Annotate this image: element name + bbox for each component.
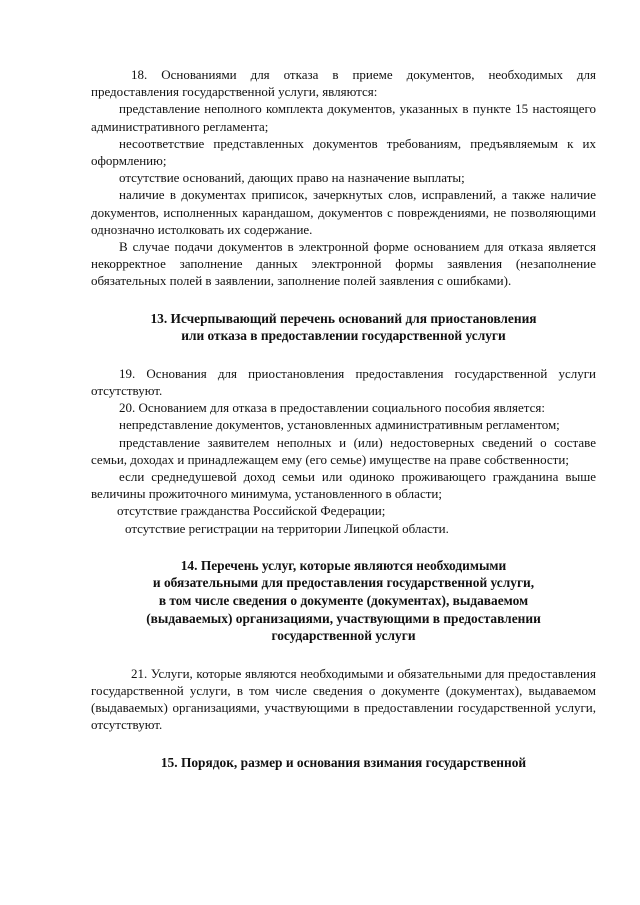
section-14-title-line: в том числе сведения о документе (документах), выдаваемом [158,593,529,609]
list-item: отсутствие регистрации на территории Липецкой области. [125,520,449,536]
list-item: если среднедушевой доход семьи или одиноко проживающего гражданина выше величины прожиточного минимума, установленного в области; [91,469,596,502]
section-15-title-line: 15. Порядок, размер и основания взимания государственной [160,754,527,770]
section-14-title-line: (выдаваемых) организациями, участвующими в предоставлении [146,610,541,626]
list-item: отсутствие оснований, дающих право на назначение выплаты; [119,170,465,186]
section-14-title [91,557,596,645]
section-14-title-line: государственной услуги [271,628,416,644]
list-item: наличие в документах приписок, зачеркнутых слов, исправлений, а также наличие документов, исполненных карандашом, документов с повреждениями, не позволяющими однозначно истолковать их содержание. [91,187,596,237]
list-item: несоответствие представленных документов требованиям, предъявляемым к их оформлению; [91,135,596,169]
list-item: представление неполного комплекта документов, указанных в пункте 15 настоящего административного регламента; [91,101,596,134]
section-13-title [91,310,596,345]
list-item: непредставление документов, установленных административным регламентом; [119,417,560,433]
section-14-title-line: и обязательными для предоставления государственной услуги, [152,575,535,591]
section-15-title [91,754,596,772]
section-14-title-line: 14. Перечень услуг, которые являются необходимыми [180,557,507,573]
section-13-title-line: 13. Исчерпывающий перечень оснований для приостановления [150,310,537,326]
paragraph-18: 18. Основаниями для отказа в приеме документов, необходимых для предоставления государственной услуги, являются: [91,67,596,100]
list-item: представление заявителем неполных и (или) недостоверных сведений о составе семьи, доходах и принадлежащем ему (его семье) имуществе на праве собственности; [91,434,596,467]
paragraph-electronic-form: В случае подачи документов в электронной форме основанием для отказа является некорректное заполнение данных электронной формы заявления (незаполнение обязательных полей в заявлении, заполнение полей заявления с ошибками). [91,239,596,289]
paragraph-19: 19. Основания для приостановления предоставления государственной услуги отсутствуют. [91,365,596,399]
paragraph-20: 20. Основанием для отказа в предоставлении социального пособия является: [119,400,545,416]
paragraph-21: 21. Услуги, которые являются необходимыми и обязательными для предоставления государственной услуги, в том числе сведения о документе (документах), выдаваемом (выдаваемых) организациями, участвующими в предоставлении государственной услуги, отсутствуют. [91,665,596,733]
list-item: отсутствие гражданства Российской Федерации; [117,503,386,519]
section-13-title-line: или отказа в предоставлении государственной услуги [181,328,506,344]
